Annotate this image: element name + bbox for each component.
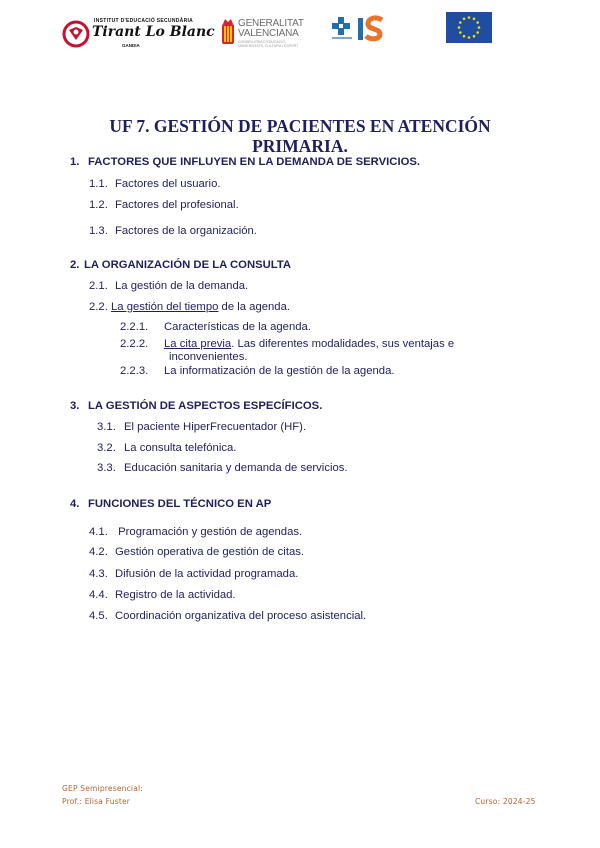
list-item: 4.2. Gestión operativa de gestión de citas. [89,546,305,558]
title-line2: PRIMARIA. [252,136,348,156]
list-item: 2.2. La gestión del tiempo de la agenda. [89,301,291,313]
school-town-text: GANDIA [122,43,140,48]
school-emblem-icon [62,20,90,48]
sub-list-item: 2.2.3. La informatización de la gestión de la agenda. [120,365,395,377]
underlined-phrase: La gestión del tiempo [111,301,219,313]
gva-line1: GENERALITAT [238,18,304,29]
footer-teacher: Prof.: Elisa Fuster [62,797,131,806]
sub-list-item: 2.2.2. La cita previa. Las diferentes modalidades, sus ventajas e [120,338,455,350]
footer-course: Curso: 2024-25 [475,797,536,806]
gva-line2: VALENCIANA [238,28,299,39]
school-type-text: INSTITUT D'EDUCACIÓ SECUNDÀRIA [94,18,194,24]
section-3-heading: 3. LA GESTIÓN DE ASPECTOS ESPECÍFICOS. [70,400,323,412]
list-item: 4.4. Registro de la actividad. [89,589,236,601]
underlined-phrase: La cita previa [164,338,232,350]
list-item: 4.1. Programación y gestión de agendas. [89,526,303,538]
eu-flag-logo [446,12,492,43]
list-item: 3.1. El paciente HiperFrecuentador (HF). [97,421,307,433]
health-cross-is-icon [330,14,394,44]
list-item: 4.3. Difusión de la actividad programada. [89,568,299,580]
section-1-heading: 1. FACTORES QUE INFLUYEN EN LA DEMANDA DE SERVICIOS. [70,156,421,168]
school-name-text: Tirant Lo Blanc [92,24,215,40]
generalitat-valenciana-logo [220,16,305,50]
title-line1: UF 7. GESTIÓN DE PACIENTES EN ATENCIÓN [109,116,491,136]
list-item: 4.5. Coordinación organizativa del proceso asistencial. [89,610,367,622]
sub-list-item: 2.2.1. Características de la agenda. [120,321,311,333]
generalitat-emblem-icon [220,18,236,48]
gva-subtitle: CONSELLERIA D'EDUCACIÓ, UNIVERSITATS, CULTURA I ESPORT [238,40,299,48]
footer-program: GEP Semipresencial: [62,784,144,793]
tirant-lo-blanc-logo [62,18,215,48]
section-2-heading: 2. LA ORGANIZACIÓN DE LA CONSULTA [70,259,292,271]
health-service-logo [330,14,394,44]
eu-flag-icon [446,12,492,43]
list-item: 3.3. Educación sanitaria y demanda de servicios. [97,462,348,474]
list-item: 1.1. Factores del usuario. [89,178,221,190]
list-item: 2.1. La gestión de la demanda. [89,280,249,292]
sub-list-item-continuation: inconvenientes. [169,351,248,363]
section-4-heading: 4. FUNCIONES DEL TÉCNICO EN AP [70,498,272,510]
list-item: 3.2. La consulta telefónica. [97,442,237,454]
document-title [60,116,540,156]
list-item: 1.3. Factores de la organización. [89,225,257,237]
list-item: 1.2. Factores del profesional. [89,199,239,211]
